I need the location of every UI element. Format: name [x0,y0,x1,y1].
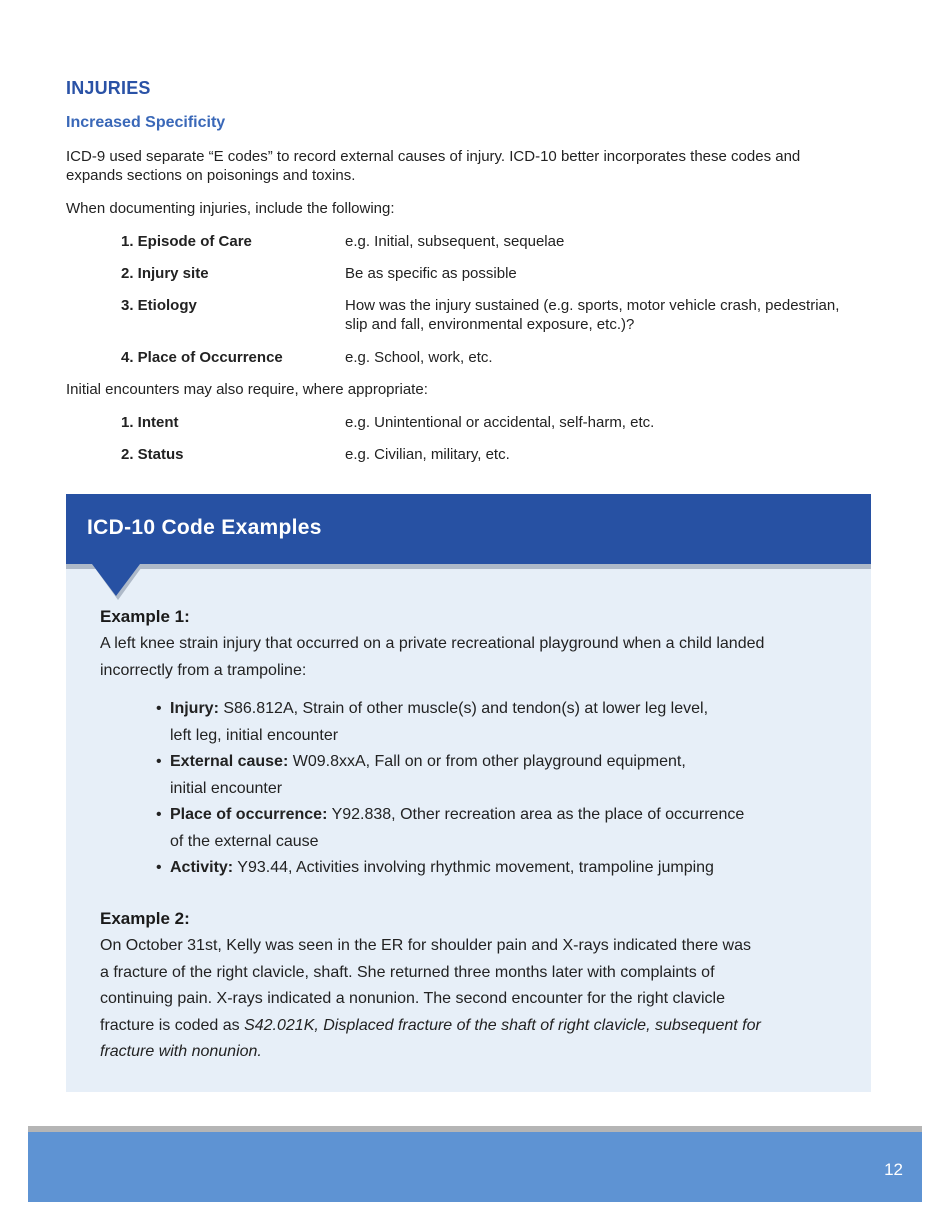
bullet-item [156,855,806,882]
initial-lead: Initial encounters may also require, where appropriate: [66,381,428,398]
bullet-text-cont: of the external cause [170,832,319,850]
example-1-text [100,631,830,684]
example-2-code-citation: S42.021K, Displaced fracture of the shaft of right clavicle, subsequent for [244,1016,761,1034]
item-desc-line-2: slip and fall, environmental exposure, etc.)? [345,316,635,333]
box-header [66,494,871,564]
example-2-line-1: On October 31st, Kelly was seen in the ER for shoulder pain and X-rays indicated there was [100,937,752,954]
box-header-rule [66,564,871,569]
example-1-bullets [156,696,806,882]
item-term: 4. Place of Occurrence [121,349,283,366]
bullet-text: Y92.838, Other recreation area as the place of occurrence [327,806,745,823]
bullet-label: Place of occurrence: [170,806,328,823]
intro-line-2: expands sections on poisonings and toxins. [66,167,356,184]
item-term: 3. Etiology [121,297,197,314]
item-term: 1. Episode of Care [121,233,252,250]
item-desc: e.g. Unintentional or accidental, self-harm, etc. [345,414,655,431]
bullet-text: W09.8xxA, Fall on or from other playground equipment, [288,753,686,770]
example-2-text [100,933,830,1066]
bullet-label: Injury: [170,700,219,717]
header-pointer-icon [92,564,144,602]
bullet-label: Activity: [170,859,234,876]
page-footer [28,1132,922,1202]
example-2-line-3: continuing pain. X-rays indicated a nonunion. The second encounter for the right clavicle [100,990,725,1007]
page-number: 12 [884,1160,903,1179]
item-desc-line-1: How was the injury sustained (e.g. sports, motor vehicle crash, pedestrian, [345,297,840,314]
item-desc: e.g. School, work, etc. [345,349,493,366]
bullet-item [156,749,806,802]
bullet-text-cont: left leg, initial encounter [170,726,339,744]
bullet-item [156,802,806,855]
example-1-title: Example 1: [100,607,190,626]
example-1-line-2: incorrectly from a trampoline: [100,661,307,679]
bullet-text-cont: initial encounter [170,779,283,797]
bullet-dot-icon: • [156,753,162,770]
bullet-dot-icon: • [156,700,162,717]
item-desc: e.g. Civilian, military, etc. [345,446,510,463]
item-desc [345,296,885,334]
example-2-line-4: fracture is coded as [100,1016,245,1034]
intro-line-1: ICD-9 used separate “E codes” to record external causes of injury. ICD-10 better incorporates these codes and [66,148,801,165]
item-term: 2. Status [121,446,184,463]
section-subtitle: Increased Specificity [66,114,226,131]
bullet-text: Y93.44, Activities involving rhythmic movement, trampoline jumping [233,859,714,876]
example-2-code-citation-cont: fracture with nonunion. [100,1043,262,1060]
example-2-line-2: a fracture of the right clavicle, shaft. She returned three months later with complaints of [100,963,715,981]
item-desc: Be as specific as possible [345,265,517,282]
bullet-dot-icon: • [156,859,162,876]
box-title: ICD-10 Code Examples [87,516,322,539]
item-term: 2. Injury site [121,265,209,282]
bullet-label: External cause: [170,753,289,770]
section-title: INJURIES [66,78,151,98]
bullet-dot-icon: • [156,806,162,823]
code-examples-box [66,494,871,1092]
documenting-lead: When documenting injuries, include the following: [66,200,395,217]
example-2-title: Example 2: [100,909,190,928]
bullet-item [156,696,806,749]
bullet-text: S86.812A, Strain of other muscle(s) and tendon(s) at lower leg level, [218,700,709,717]
item-term: 1. Intent [121,414,179,431]
example-1-line-1: A left knee strain injury that occurred on a private recreational playground when a child landed [100,635,765,652]
intro-paragraph [66,147,866,185]
item-desc: e.g. Initial, subsequent, sequelae [345,233,565,250]
